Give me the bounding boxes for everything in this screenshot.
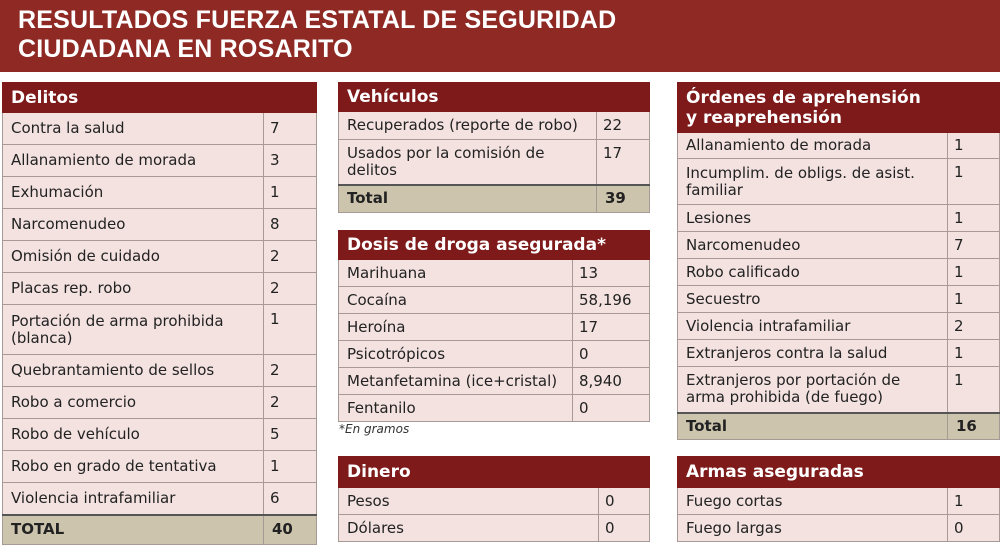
row-label: Allanamiento de morada [3,145,264,177]
row-value: 0 [573,395,650,422]
droga-header: Dosis de droga asegurada* [339,231,650,260]
table-row [339,395,650,422]
row-value: 2 [264,355,317,387]
dinero-table [338,456,650,542]
row-value: 0 [599,488,650,515]
total-row [678,413,1000,440]
row-value: 8,940 [573,368,650,395]
row-value: 2 [264,273,317,305]
row-label: Extranjeros contra la salud [678,340,948,367]
total-row [3,515,317,545]
row-label: Extranjeros por portación de arma prohibida (de fuego) [678,367,948,413]
row-value: 1 [948,205,1000,232]
armas-table [677,456,1000,542]
table-row [3,387,317,419]
row-label: Cocaína [339,287,573,314]
title-banner [0,0,1000,72]
table-row [339,515,650,542]
row-label: Heroína [339,314,573,341]
table-row [3,145,317,177]
table-row [3,451,317,483]
row-label: Lesiones [678,205,948,232]
row-value: 8 [264,209,317,241]
table-row [678,232,1000,259]
vehiculos-header: Vehículos [339,83,650,112]
ordenes-header-line2: y reaprehensión [686,107,842,128]
row-label: Robo en grado de tentativa [3,451,264,483]
row-value: 2 [264,241,317,273]
table-row [678,159,1000,205]
row-label: Quebrantamiento de sellos [3,355,264,387]
table-row [339,260,650,287]
row-value: 17 [597,140,650,185]
total-row [339,185,650,213]
row-value: 2 [948,313,1000,340]
total-label: Total [339,185,597,213]
row-value: 5 [264,419,317,451]
table-row [3,419,317,451]
table-row [3,177,317,209]
row-label: Narcomenudeo [678,232,948,259]
row-label: Robo a comercio [3,387,264,419]
row-value: 1 [948,133,1000,159]
row-label: Psicotrópicos [339,341,573,368]
ordenes-header [678,83,1000,133]
row-label: Placas rep. robo [3,273,264,305]
table-row [339,140,650,185]
row-label: Violencia intrafamiliar [678,313,948,340]
table-row [3,241,317,273]
row-value: 0 [599,515,650,542]
table-row [678,259,1000,286]
row-value: 13 [573,260,650,287]
droga-footnote: *En gramos [339,422,410,436]
table-row [3,273,317,305]
table-row [678,313,1000,340]
droga-table [338,230,650,422]
delitos-table [2,82,317,545]
row-label: Omisión de cuidado [3,241,264,273]
table-row [3,355,317,387]
row-label: Recuperados (reporte de robo) [339,112,597,140]
row-label: Narcomenudeo [3,209,264,241]
page-title-line1: RESULTADOS FUERZA ESTATAL DE SEGURIDAD [18,6,617,34]
row-label: Fuego cortas [678,488,948,515]
row-label: Dólares [339,515,599,542]
table-row [678,286,1000,313]
row-label: Secuestro [678,286,948,313]
row-value: 2 [264,387,317,419]
row-value: 1 [264,177,317,209]
vehiculos-table [338,82,650,213]
total-value: 40 [264,515,317,545]
row-label: Portación de arma prohibida (blanca) [3,305,264,355]
delitos-header: Delitos [3,83,317,113]
row-value: 58,196 [573,287,650,314]
row-value: 1 [948,259,1000,286]
row-value: 1 [264,451,317,483]
row-label: Marihuana [339,260,573,287]
row-label: Metanfetamina (ice+cristal) [339,368,573,395]
table-row [339,368,650,395]
row-value: 0 [948,515,1000,542]
row-label: Allanamiento de morada [678,133,948,159]
table-row [3,305,317,355]
table-row [678,515,1000,542]
row-label: Usados por la comisión de delitos [339,140,597,185]
table-row [678,133,1000,159]
table-row [3,483,317,515]
row-label: Fuego largas [678,515,948,542]
row-label: Robo calificado [678,259,948,286]
row-value: 1 [264,305,317,355]
row-label: Incumplim. de obligs. de asist. familiar [678,159,948,205]
dinero-header: Dinero [339,457,650,488]
table-row [339,112,650,140]
table-row [339,314,650,341]
table-row [678,367,1000,413]
row-label: Contra la salud [3,113,264,145]
row-value: 6 [264,483,317,515]
row-label: Exhumación [3,177,264,209]
row-value: 1 [948,488,1000,515]
row-label: Robo de vehículo [3,419,264,451]
armas-header: Armas aseguradas [678,457,1000,488]
row-value: 0 [573,341,650,368]
row-value: 7 [948,232,1000,259]
row-value: 1 [948,286,1000,313]
page-title-line2: CIUDADANA EN ROSARITO [18,35,353,63]
row-label: Violencia intrafamiliar [3,483,264,515]
total-label: Total [678,413,948,440]
table-row [3,209,317,241]
table-row [678,340,1000,367]
row-value: 1 [948,340,1000,367]
ordenes-header-line1: Órdenes de aprehensión [686,87,921,108]
total-value: 39 [597,185,650,213]
total-label: TOTAL [3,515,264,545]
row-value: 17 [573,314,650,341]
row-value: 22 [597,112,650,140]
table-row [339,341,650,368]
row-label: Fentanilo [339,395,573,422]
table-row [3,113,317,145]
total-value: 16 [948,413,1000,440]
row-value: 7 [264,113,317,145]
row-label: Pesos [339,488,599,515]
table-row [678,205,1000,232]
row-value: 1 [948,159,1000,205]
ordenes-table [677,82,1000,440]
table-row [339,287,650,314]
row-value: 1 [948,367,1000,413]
row-value: 3 [264,145,317,177]
table-row [339,488,650,515]
table-row [678,488,1000,515]
